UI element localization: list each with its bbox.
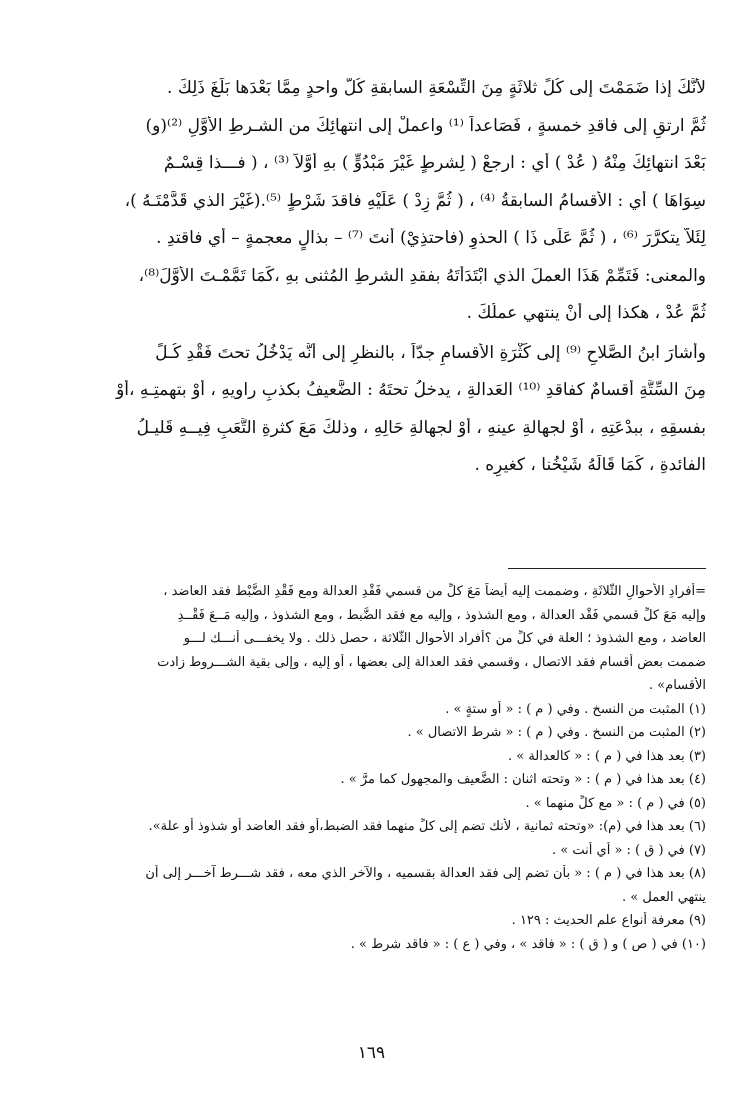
footnote-line: (١٠) في ( ص ) و ( ق ) : « فاقد » ، وفي ( ع ) : « فاقد شرط » . xyxy=(350,936,706,952)
footnote-line: ينتهي العمل » . xyxy=(622,889,706,905)
main-text-line: بَعْدَ انتهائِكَ مِنْهُ ( عُدْ ) أي : ارجعْ ( لِشرطٍ غَيْرَ مَبْدُوٍّ ) بهِ أوَّلاً ⁽³⁾ ، ( فـــذا قِسْـمٌ xyxy=(163,153,706,173)
page-number: ١٦٩ xyxy=(357,1043,386,1063)
footnote-line: =أفرادِ الأحوالِ الثَّلاثَةِ ، وضممت إليه أيضاً مَعَ كلٍّ من قسمي فَقْدِ العدالة ومع فَقْدِ الضَّبْط فقد العاضد ، xyxy=(163,584,706,599)
footnote-line: الأقسام» . xyxy=(648,678,706,693)
main-text-line: ثُمَّ عُدْ ، هكذا إلى أنْ ينتهي عملُكَ . xyxy=(466,303,706,323)
footnote-line: (٥) في ( م ) : « مع كلٍّ منهما » . xyxy=(525,795,706,811)
main-text-line: سِوَاهَا ) أي : الأقسامُ السابقةُ ⁽⁴⁾ ، ( ثُمَّ زِدْ ) عَلَيْهِ فاقدَ شَرْطٍ ⁽⁵⁾.(غَيْرَ الذي قَدَّمْتَـهُ )، xyxy=(124,190,706,211)
footnote-line: ضممت بعض أقسام فقد الاتصال ، وقسمي فقد العدالة إلى بعضها ، أو إليه ، وإلى بقية الشـــروط زادت xyxy=(157,654,706,670)
footnote-line: العاضد ، ومع الشذوذ ؛ العلة في كلٍّ من ؟أفراد الأحوال الثَّلاثة ، حصل ذلك . ولا يخفـــى أنـــك لـــو xyxy=(183,631,706,646)
main-text-line: لِئَلاَّ يتكرَّرَ ⁽⁶⁾ ، ( ثُمَّ عَلَى ذَا ) الحذوِ (فاحتذِيْ) أنتَ ⁽⁷⁾ – بذالٍ معجمةٍ – أي فاقتدِ . xyxy=(156,228,706,248)
main-text-block xyxy=(48,78,706,493)
main-text-line: مِنَ السِّتَّةِ أقسامٌ كفاقدِ ⁽¹⁰⁾ العَدالةِ ، يدخلُ تحتَهُ : الضَّعيفُ بكذبِ راويهِ ، أَوْ بتهمتِـهِ ،أَوْ xyxy=(116,380,706,400)
footnote-line: (٣) بعد هذا في ( م ) : « كالعدالة » . xyxy=(507,748,706,764)
footnote-line: وإليه مَعَ كلٍّ قسمي فَقْد العدالة ، ومع الشذوذ ، وإليه مع فقد الضَّبط ، ومع الشذوذ ، وإليه مَــعَ فَقْــدِ xyxy=(177,607,706,623)
footnote-line: (٤) بعد هذا في ( م ) : « وتحته اثنان : الضَّعيف والمجهول كما مرَّ » . xyxy=(340,772,706,787)
footnote-line: (١) المثبت من النسخ . وفي ( م ) : « أو ستةٍ » . xyxy=(445,701,706,717)
footnote-line: (٦) بعد هذا في (م): «وتحته ثمانية ، لأنك تضم إلى كلٍّ منهما فقد الضبط،أو فقد العاضد أو شذوذ أو علة». xyxy=(148,819,706,834)
footnote-line: (٢) المثبت من النسخ . وفي ( م ) : « شرط الاتصال » . xyxy=(407,725,706,740)
main-text-line: بفسقِهِ ، ببدْعَتِهِ ، أَوْ لجهالةِ عينهِ ، أَوْ لجهالةِ حَالِهِ ، وذلكَ مَعَ كثرةِ التَّعَبِ فِيــهِ قَليـلُ xyxy=(136,417,706,438)
main-text-line: الفائدةِ ، كَمَا قَالَهُ شَيْخُنا ، كغيرِه . xyxy=(474,455,706,475)
footnote-line: (٨) بعد هذا في ( م ) : « بأن تضم إلى فقد العدالة بقسميه ، والآخر الذي معه ، فقد شـــرط آخـــر إلى أن xyxy=(145,866,706,881)
footnotes-block xyxy=(40,583,706,959)
main-text-line: والمعنى: فَتَمِّمْ هَذَا العملَ الذي ابْتَدَأْتَهُ بفقدِ الشرطِ المُثنى بهِ ،كَمَا تَمَّمْـتَ الأوَّلَ⁽⁸⁾، xyxy=(138,265,706,286)
main-text-line: لأنَّكَ إذا ضَمَمْتَ إلى كُلٍّ ثلاثَةٍ مِنَ التِّسْعَةِ السابقةِ كُلَّ واحدٍ مِمَّا بَعْدَها بَلَغَ ذَلِكَ . xyxy=(167,78,706,98)
main-text-line: ثُمَّ ارتقِ إلى فاقدِ خمسةٍ ، فَصَاعداً ⁽¹⁾ واعملْ إلى انتهائِكَ من الشـرطِ الأوَّلِ ⁽²⁾(و) xyxy=(145,115,706,136)
footnote-line: (٧) في ( ق ) : « أي أنت » . xyxy=(552,842,706,858)
footnote-divider xyxy=(508,568,706,569)
footnote-line: (٩) معرفة أنواع علم الحديث : ١٢٩ . xyxy=(511,913,706,928)
main-text-line: وأشارَ ابنُ الصَّلاحِ ⁽⁹⁾ إلى كَثْرَةِ الأقسامِ جدّاً ، بالنظرِ إلى أنَّه يَدْخُلُ تحتَ فَقْدِ كُـلٍّ xyxy=(155,342,706,363)
